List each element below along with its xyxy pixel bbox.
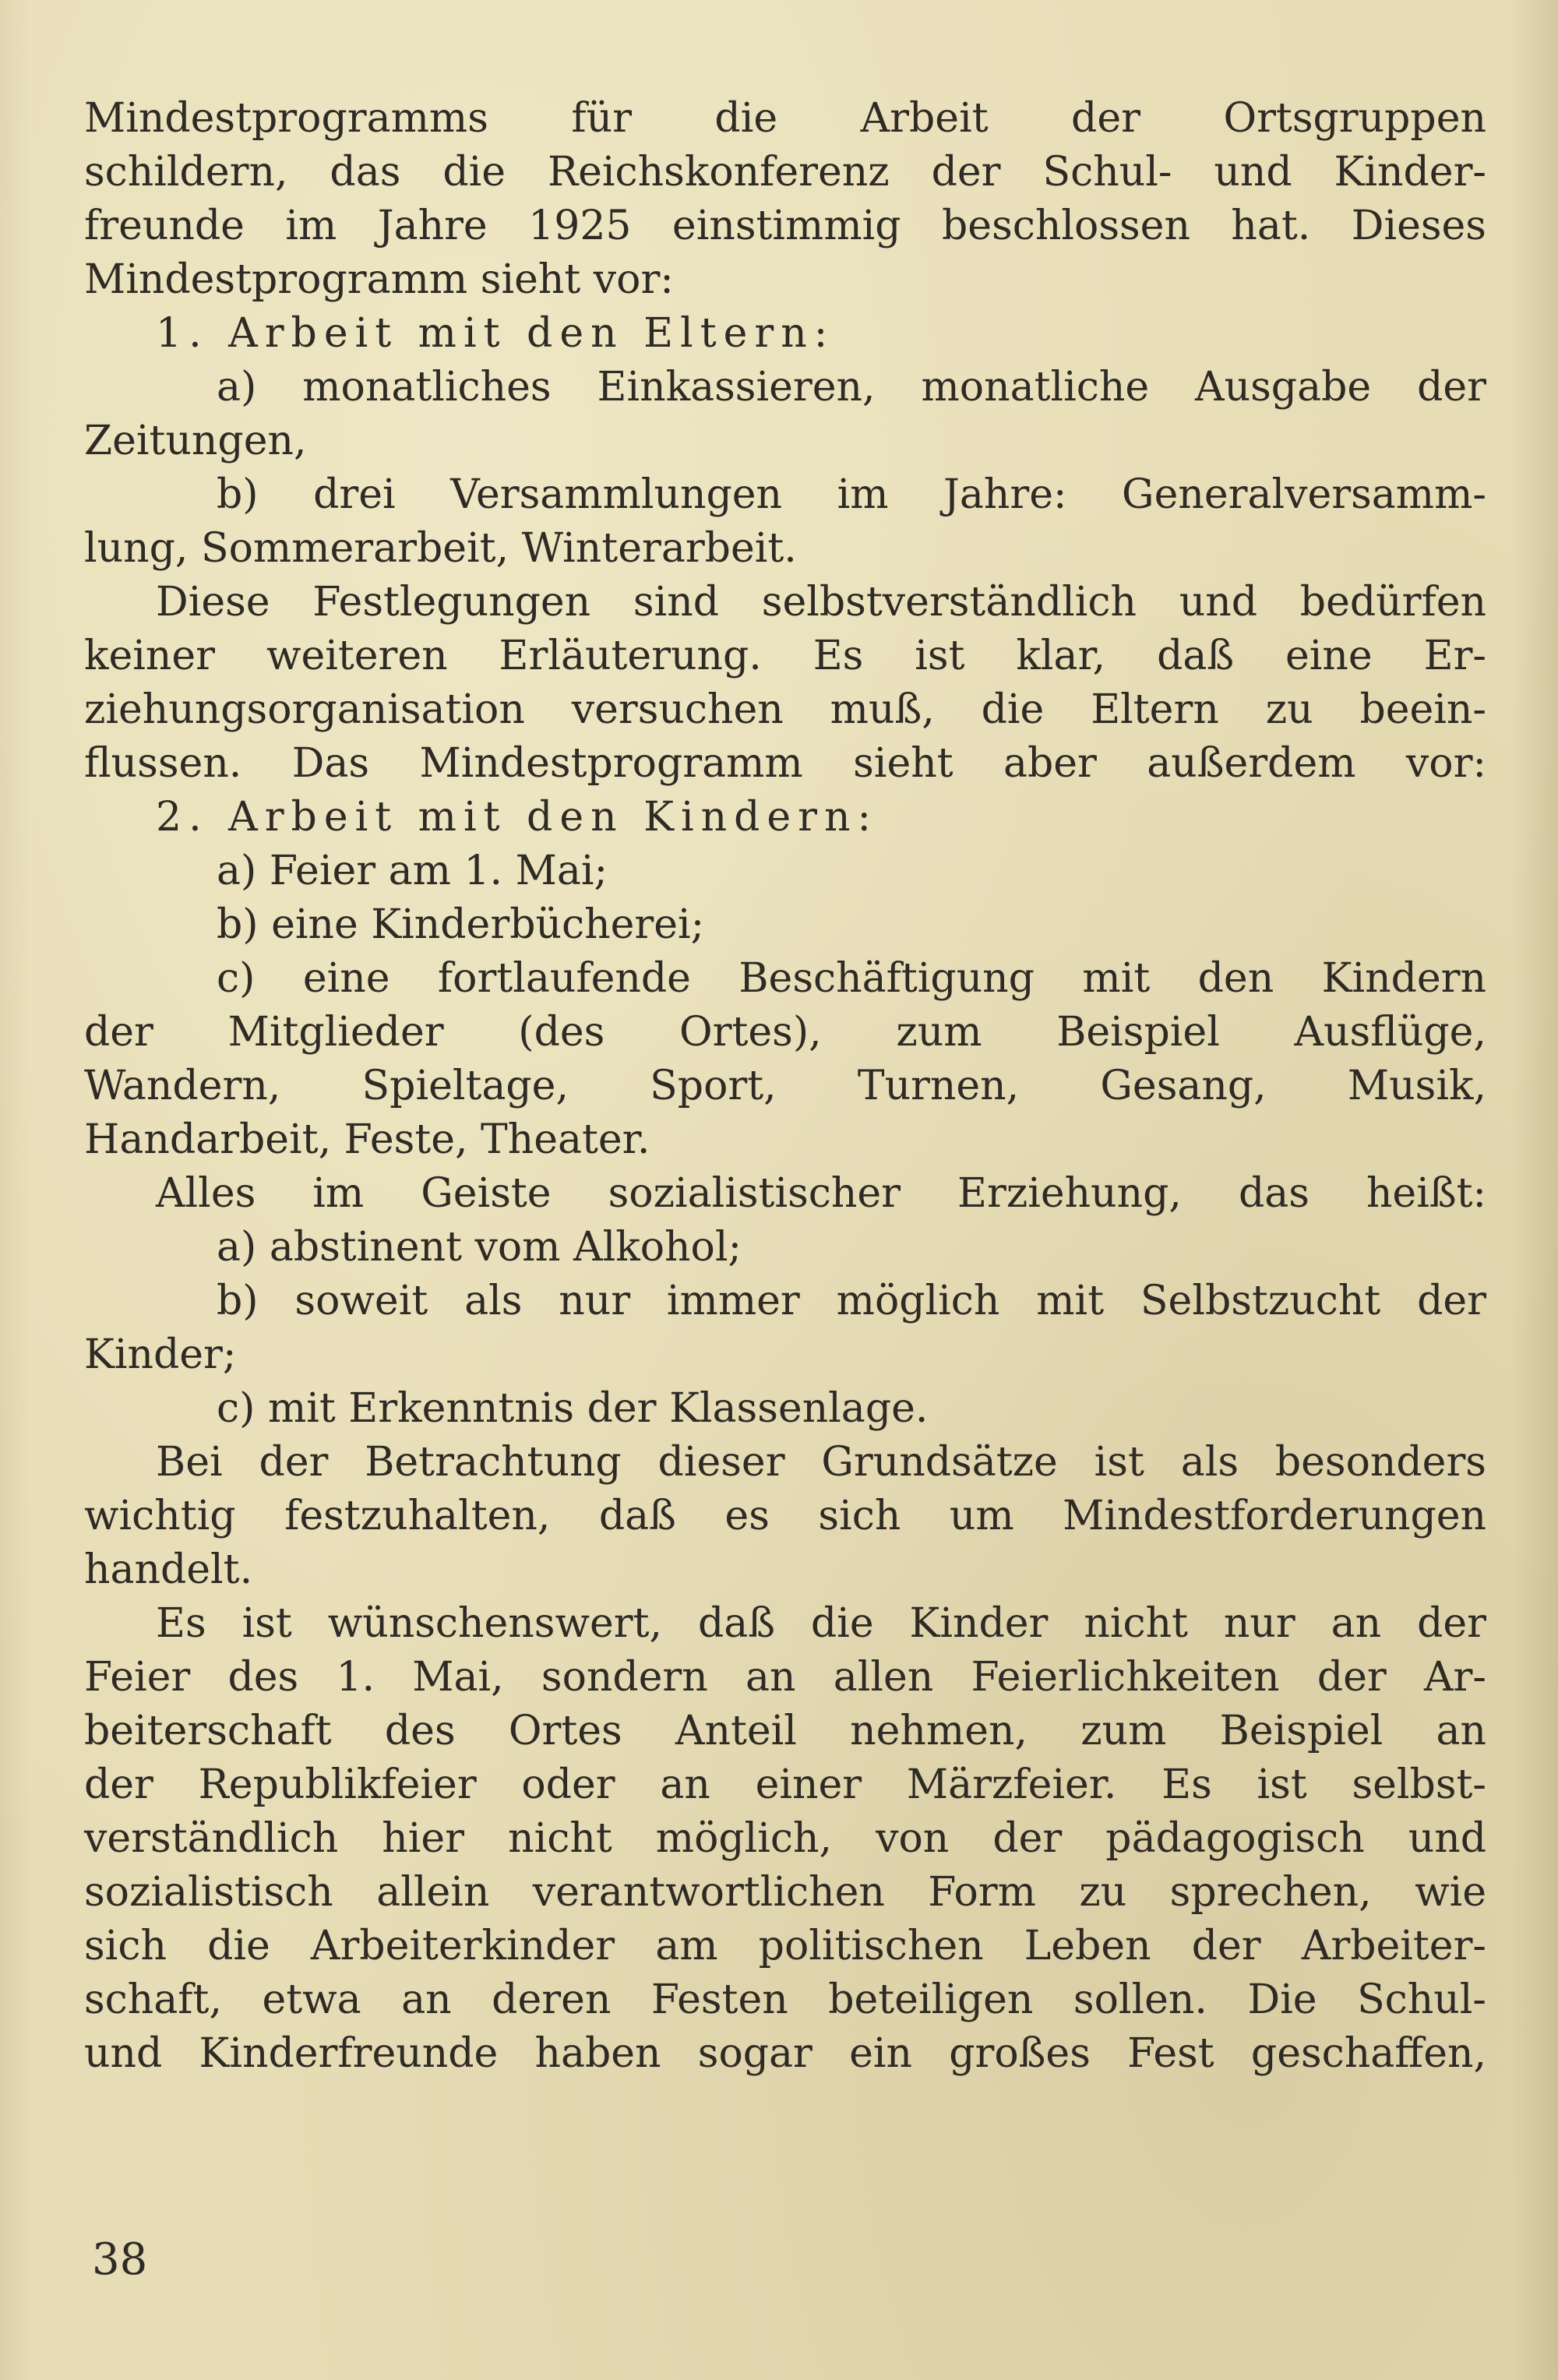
text-line: c) eine fortlaufende Beschäftigung mit den Kindern [217, 955, 1486, 1002]
text-line: Mindestprogramm sieht vor: [84, 256, 674, 303]
text-line: 1. Arbeit mit den Eltern: [156, 310, 835, 357]
text-line: der Mitglieder (des Ortes), zum Beispiel Ausflüge, [84, 1009, 1486, 1056]
text-line: c) mit Erkenntnis der Klassenlage. [217, 1385, 929, 1432]
text-line: a) Feier am 1. Mai; [217, 848, 608, 894]
text-line: Handarbeit, Feste, Theater. [84, 1116, 650, 1163]
text-line: Kinder; [84, 1331, 237, 1378]
text-line: flussen. Das Mindestprogramm sieht aber außerdem vor: [84, 740, 1486, 787]
text-line: und Kinderfreunde haben sogar ein großes Fest geschaffen, [84, 2030, 1486, 2077]
text-line: keiner weiteren Erläuterung. Es ist klar, daß eine Er- [84, 633, 1486, 679]
text-line: Wandern, Spieltage, Sport, Turnen, Gesang, Musik, [84, 1063, 1486, 1109]
page-number: 38 [92, 2234, 148, 2285]
text-line: lung, Sommerarbeit, Winterarbeit. [84, 525, 797, 572]
text-line: beiterschaft des Ortes Anteil nehmen, zum Beispiel an [84, 1708, 1486, 1754]
text-line: Feier des 1. Mai, sondern an allen Feierlichkeiten der Ar- [84, 1654, 1486, 1701]
text-line: handelt. [84, 1546, 253, 1593]
text-line: b) soweit als nur immer möglich mit Selbstzucht der [217, 1278, 1486, 1324]
text-line: 2. Arbeit mit den Kindern: [156, 794, 879, 841]
text-line: freunde im Jahre 1925 einstimmig beschlossen hat. Dieses [84, 203, 1486, 249]
text-line: schaft, etwa an deren Festen beteiligen sollen. Die Schul- [84, 1976, 1486, 2023]
text-line: sozialistisch allein verantwortlichen Form zu sprechen, wie [84, 1869, 1486, 1916]
text-line: a) monatliches Einkassieren, monatliche Ausgabe der [217, 364, 1486, 411]
text-line: b) drei Versammlungen im Jahre: Generalversamm- [217, 471, 1486, 518]
body-text [84, 92, 1486, 2081]
text-line: Bei der Betrachtung dieser Grundsätze ist als besonders [156, 1439, 1486, 1486]
text-line: Es ist wünschenswert, daß die Kinder nicht nur an der [156, 1600, 1486, 1647]
text-line: sich die Arbeiterkinder am politischen Leben der Arbeiter- [84, 1923, 1486, 1969]
text-line: Diese Festlegungen sind selbstverständlich und bedürfen [156, 579, 1486, 626]
text-line: Zeitungen, [84, 418, 307, 464]
text-line: ziehungsorganisation versuchen muß, die Eltern zu beein- [84, 686, 1486, 733]
text-line: wichtig festzuhalten, daß es sich um Mindestforderungen [84, 1493, 1486, 1539]
text-line: verständlich hier nicht möglich, von der pädagogisch und [84, 1815, 1486, 1862]
text-line: Mindestprogramms für die Arbeit der Ortsgruppen [84, 95, 1486, 142]
text-line: Alles im Geiste sozialistischer Erziehung, das heißt: [156, 1170, 1486, 1217]
text-line: schildern, das die Reichskonferenz der Schul- und Kinder- [84, 149, 1486, 196]
text-line: der Republikfeier oder an einer Märzfeier. Es ist selbst- [84, 1761, 1486, 1808]
text-line: a) abstinent vom Alkohol; [217, 1224, 742, 1271]
text-line: b) eine Kinderbücherei; [217, 901, 705, 948]
